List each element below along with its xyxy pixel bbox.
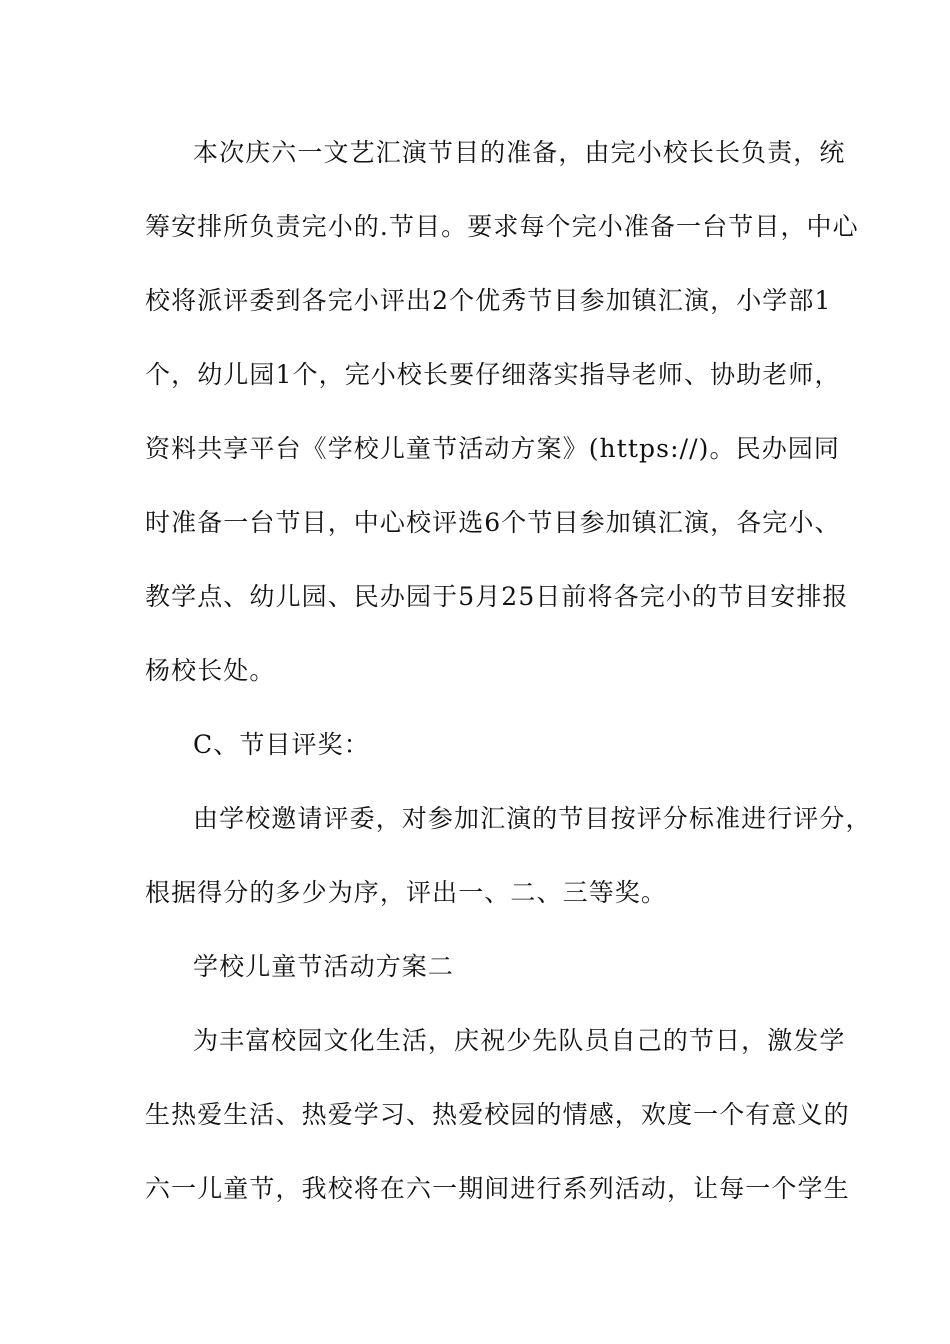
paragraph-line: 为丰富校园文化生活，庆祝少先队员自己的节日，激发学 — [193, 1026, 846, 1055]
paragraph-line: 杨校长处。 — [145, 656, 276, 685]
paragraph-line: 筹安排所负责完小的.节目。要求每个完小准备一台节目，中心 — [145, 212, 859, 241]
paragraph-line: 本次庆六一文艺汇演节目的准备，由完小校长长负责，统 — [193, 138, 846, 167]
paragraph-line: 资料共享平台《学校儿童节活动方案》(https://)。民办园同 — [145, 434, 841, 463]
paragraph-line: 由学校邀请评委，对参加汇演的节目按评分标准进行评分， — [193, 804, 872, 833]
paragraph-line: 教学点、幼儿园、民办园于5月25日前将各完小的节目安排报 — [145, 582, 849, 611]
paragraph-line: 生热爱生活、热爱学习、热爱校园的情感，欢度一个有意义的 — [145, 1100, 850, 1129]
paragraph-line: 校将派评委到各完小评出2个优秀节目参加镇汇演，小学部1 — [145, 286, 832, 315]
section-heading: C、节目评奖： — [193, 730, 370, 759]
paragraph-line: 六一儿童节，我校将在六一期间进行系列活动，让每一个学生 — [145, 1174, 850, 1203]
paragraph-line: 时准备一台节目，中心校评选6个节目参加镇汇演，各完小、 — [145, 508, 841, 537]
paragraph-line: 根据得分的多少为序，评出一、二、三等奖。 — [145, 878, 668, 907]
section-title: 学校儿童节活动方案二 — [193, 952, 455, 981]
paragraph-line: 个，幼儿园1个，完小校长要仔细落实指导老师、协助老师， — [145, 360, 841, 389]
